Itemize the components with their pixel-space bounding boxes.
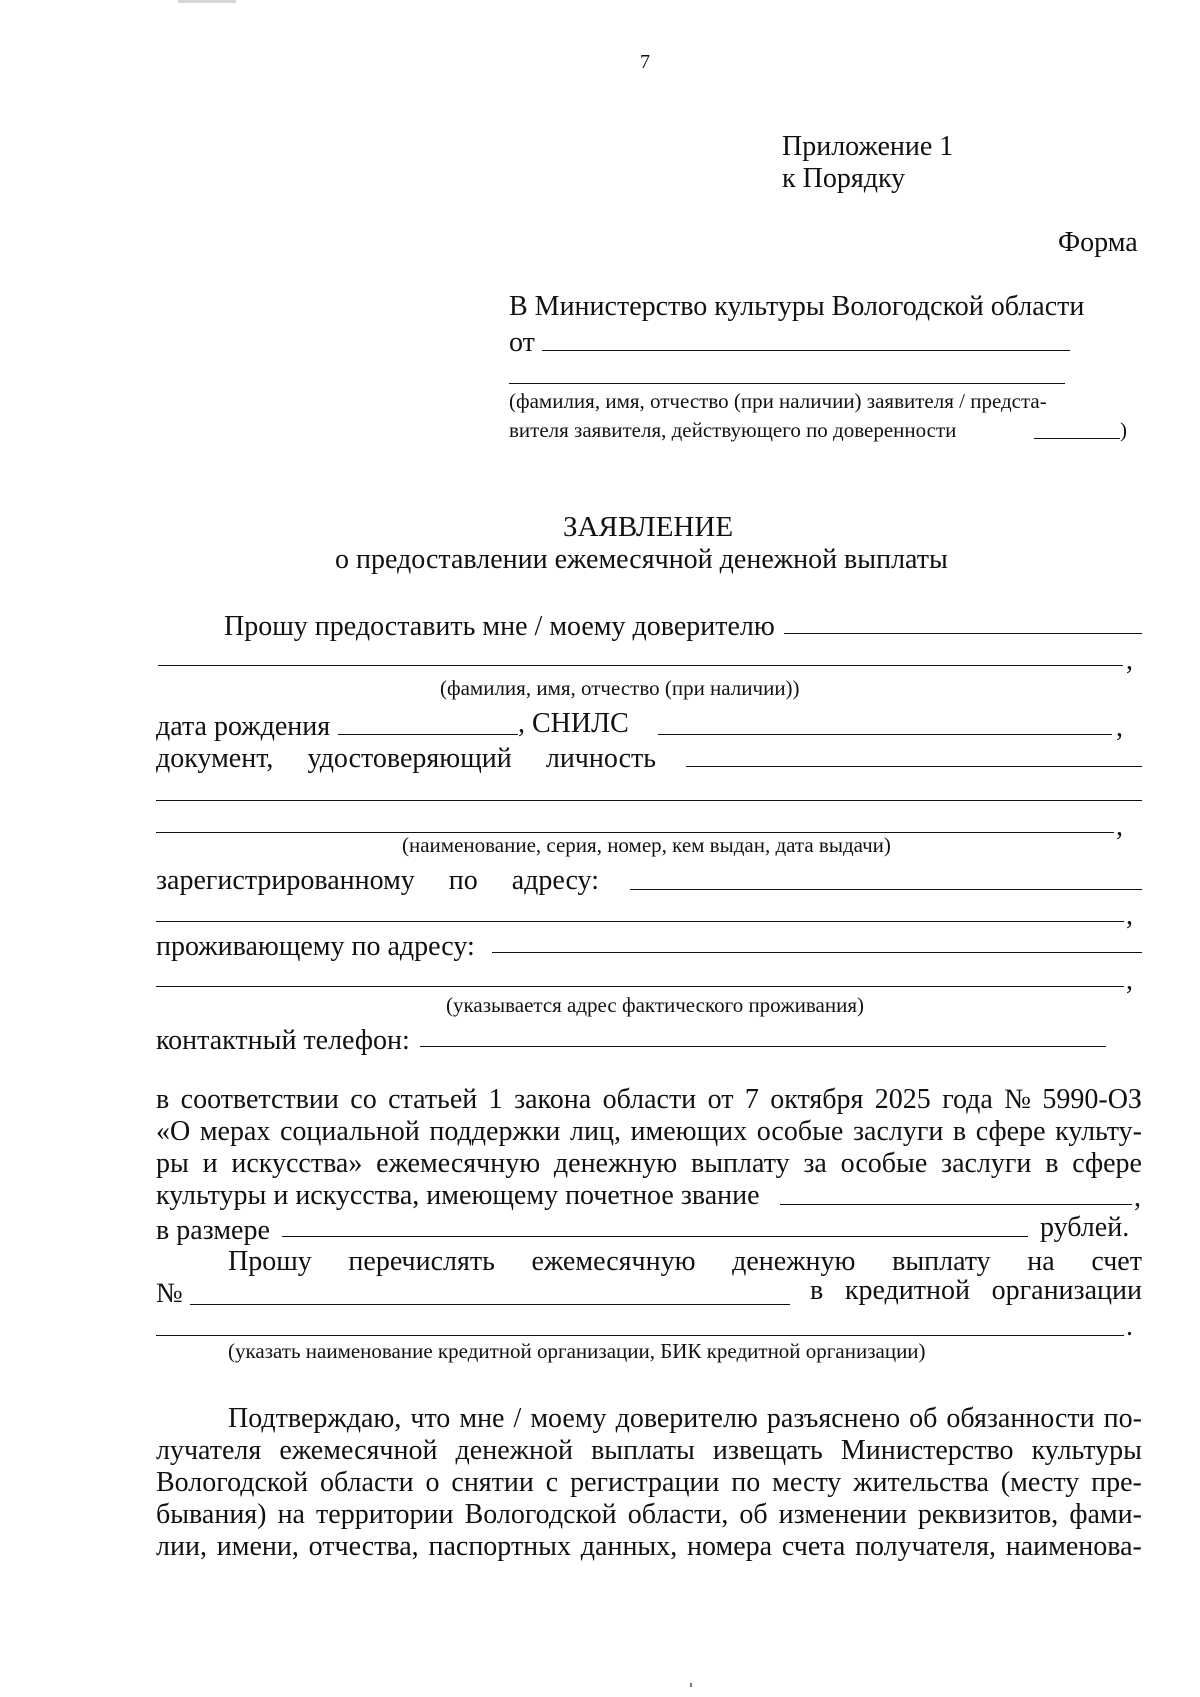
- word: разъяснено: [766, 1403, 901, 1434]
- word: года: [942, 1084, 993, 1115]
- word: за: [803, 1148, 827, 1179]
- number-sign: №: [156, 1278, 183, 1309]
- word: по: [731, 1467, 761, 1498]
- document-subtitle: о предоставлении ежемесячной денежной выплаты: [335, 544, 948, 575]
- registered-address-field[interactable]: [630, 889, 1142, 890]
- confirmation-line-2: [156, 1437, 1142, 1465]
- birth-date-label: дата рождения: [156, 711, 331, 742]
- word: отчества,: [308, 1531, 419, 1562]
- word: номера: [687, 1531, 773, 1562]
- scan-artifact: [178, 0, 236, 3]
- power-of-attorney-field[interactable]: [1034, 438, 1120, 439]
- word: с: [545, 1467, 559, 1498]
- word: области: [602, 1084, 697, 1115]
- word: соответствии: [180, 1084, 339, 1115]
- comma: ,: [1126, 965, 1133, 996]
- word: 7: [744, 1084, 759, 1115]
- residing-address-hint: (указывается адрес фактического проживания): [446, 993, 864, 1017]
- appendix-subtitle: к Порядку: [782, 163, 906, 194]
- word: сфере: [1072, 1148, 1142, 1179]
- residing-address-field-2[interactable]: [156, 986, 1124, 987]
- law-line-1: [156, 1086, 1142, 1114]
- beneficiary-name-field[interactable]: [784, 633, 1142, 634]
- bank-name-field[interactable]: [156, 1335, 1124, 1336]
- word: сфере: [975, 1116, 1046, 1147]
- honorary-title-field[interactable]: [780, 1204, 1132, 1205]
- word: октября: [770, 1084, 864, 1115]
- word: на: [1027, 1246, 1055, 1277]
- form-label: Форма: [1058, 227, 1138, 258]
- word: 5990-ОЗ: [1042, 1084, 1142, 1115]
- word: фами-: [1069, 1499, 1142, 1530]
- word: «О: [156, 1116, 191, 1147]
- law-line-2: [156, 1118, 1142, 1146]
- word: культуры: [1031, 1435, 1142, 1466]
- id-document-label: [156, 745, 656, 773]
- word: выплату: [691, 1148, 790, 1179]
- word: моему: [530, 1403, 607, 1434]
- applicant-hint-2: вителя заявителя, действующего по доверенности: [509, 418, 957, 442]
- from-label: от: [509, 327, 535, 358]
- word: в: [810, 1275, 824, 1306]
- id-document-hint: (наименование, серия, номер, кем выдан, дата выдачи): [402, 833, 891, 857]
- word: регистрации: [570, 1467, 720, 1498]
- amount-field[interactable]: [282, 1236, 1028, 1237]
- word: пре-: [1091, 1467, 1142, 1498]
- word: доверителю: [615, 1403, 758, 1434]
- word: заслуги: [852, 1116, 944, 1147]
- word: 1: [488, 1084, 503, 1115]
- word: Вологодской: [464, 1499, 617, 1530]
- word: обязанности: [946, 1403, 1095, 1434]
- word: искусства»: [231, 1148, 363, 1179]
- word: и: [202, 1148, 218, 1179]
- word: документ,: [156, 743, 274, 774]
- confirmation-line-5: [156, 1533, 1142, 1561]
- word: счета: [781, 1531, 846, 1562]
- word: от: [707, 1084, 734, 1115]
- word: Министерство: [840, 1435, 1014, 1466]
- word: бывания): [156, 1499, 267, 1530]
- confirmation-line-1: [228, 1405, 1142, 1433]
- word: денежную: [553, 1148, 678, 1179]
- word: об: [909, 1403, 938, 1434]
- word: имени,: [216, 1531, 299, 1562]
- birth-date-field[interactable]: [338, 734, 518, 735]
- word: данных,: [580, 1531, 678, 1562]
- currency-label: рублей.: [1040, 1212, 1130, 1243]
- comma: ,: [1126, 645, 1133, 676]
- word: со: [350, 1084, 377, 1115]
- word: культу-: [1055, 1116, 1142, 1147]
- word: Подтверждаю,: [228, 1403, 402, 1434]
- word: по-: [1103, 1403, 1142, 1434]
- document-title: ЗАЯВЛЕНИЕ: [563, 511, 734, 543]
- request-intro: Прошу предоставить мне / моему доверителю: [224, 611, 775, 642]
- word: кредитной: [844, 1275, 970, 1306]
- word: счет: [1091, 1246, 1142, 1277]
- word: закона: [514, 1084, 592, 1115]
- page-number: 7: [640, 51, 650, 73]
- word: №: [1004, 1084, 1031, 1115]
- comma: ,: [1116, 712, 1123, 743]
- word: (месту: [1000, 1467, 1080, 1498]
- word: месту: [772, 1467, 842, 1498]
- word: области: [320, 1467, 414, 1498]
- word: об: [739, 1499, 768, 1530]
- beneficiary-name-field-2[interactable]: [158, 665, 1123, 666]
- fio-hint: (фамилия, имя, отчество (при наличии)): [440, 676, 800, 700]
- word: личность: [545, 743, 656, 774]
- law-line-3: [156, 1150, 1142, 1178]
- word: в: [1045, 1148, 1059, 1179]
- word: изменении: [778, 1499, 907, 1530]
- word: наименова-: [1005, 1531, 1142, 1562]
- applicant-name-field-2[interactable]: [509, 383, 1065, 384]
- id-document-field-2[interactable]: [156, 800, 1142, 801]
- word: мерах: [199, 1116, 271, 1147]
- amount-label: в размере: [156, 1215, 270, 1246]
- word: статьей: [388, 1084, 478, 1115]
- word: получателя,: [855, 1531, 996, 1562]
- word: жительства: [853, 1467, 989, 1498]
- comma: ,: [1134, 1182, 1141, 1213]
- word: зарегистрированному: [156, 865, 415, 896]
- word: Вологодской: [156, 1467, 309, 1498]
- word: выплату: [892, 1246, 991, 1277]
- word: по: [448, 865, 478, 896]
- word: в: [156, 1084, 170, 1115]
- word: области,: [627, 1499, 729, 1530]
- law-line-4: культуры и искусства, имеющему почетное звание: [156, 1180, 760, 1211]
- registered-address-label: [156, 867, 599, 895]
- addressee-line: В Министерство культуры Вологодской области: [509, 291, 1085, 322]
- word: ежемесячную: [531, 1246, 696, 1277]
- word: денежной: [455, 1435, 573, 1466]
- word: поддержки: [429, 1116, 561, 1147]
- period: .: [1126, 1311, 1133, 1342]
- residing-address-field[interactable]: [492, 952, 1142, 953]
- id-document-field[interactable]: [686, 766, 1142, 767]
- word: организации: [991, 1275, 1142, 1306]
- word: лиц,: [570, 1116, 621, 1147]
- word: что: [410, 1403, 451, 1434]
- applicant-hint-1: (фамилия, имя, отчество (при наличии) заявителя / предста-: [509, 389, 1047, 413]
- word: снятии: [451, 1467, 534, 1498]
- word: извещать: [712, 1435, 823, 1466]
- scan-speck: [690, 1683, 692, 1687]
- word: адресу:: [511, 865, 599, 896]
- word: территории: [316, 1499, 454, 1530]
- word: на: [277, 1499, 305, 1530]
- word: перечислять: [348, 1246, 495, 1277]
- word: особые: [840, 1148, 928, 1179]
- word: реквизитов,: [917, 1499, 1059, 1530]
- word: мне: [459, 1403, 505, 1434]
- word: ежемесячную: [376, 1148, 541, 1179]
- word: о: [425, 1467, 440, 1498]
- word: ежемесячной: [279, 1435, 438, 1466]
- account-line-1: [228, 1248, 1142, 1276]
- word: денежную: [732, 1246, 856, 1277]
- residing-address-label: проживающему по адресу:: [156, 931, 475, 962]
- word: 2025: [874, 1084, 931, 1115]
- word: ры: [156, 1148, 189, 1179]
- word: в: [952, 1116, 967, 1147]
- phone-label: контактный телефон:: [156, 1025, 410, 1056]
- confirmation-line-4: [156, 1501, 1142, 1529]
- registered-address-field-2[interactable]: [156, 921, 1124, 922]
- word: особые: [756, 1116, 844, 1147]
- phone-field[interactable]: [420, 1046, 1106, 1047]
- bank-label: [810, 1277, 1142, 1305]
- word: лии,: [156, 1531, 207, 1562]
- snils-field[interactable]: [658, 734, 1112, 735]
- word: лучателя: [156, 1435, 262, 1466]
- hint-close-paren: ): [1120, 418, 1127, 442]
- word: Прошу: [228, 1246, 312, 1277]
- word: выплаты: [591, 1435, 695, 1466]
- bank-hint: (указать наименование кредитной организации, БИК кредитной организации): [228, 1339, 926, 1363]
- appendix-title: Приложение 1: [782, 131, 954, 162]
- word: /: [513, 1403, 522, 1434]
- word: социальной: [280, 1116, 420, 1147]
- word: заслуги: [941, 1148, 1032, 1179]
- applicant-name-field[interactable]: [542, 350, 1070, 351]
- comma: ,: [1116, 811, 1123, 842]
- account-number-field[interactable]: [190, 1304, 790, 1305]
- word: паспортных: [428, 1531, 571, 1562]
- comma: ,: [1126, 900, 1133, 931]
- confirmation-line-3: [156, 1469, 1142, 1497]
- word: удостоверяющий: [307, 743, 512, 774]
- snils-label: , СНИЛС: [518, 708, 629, 739]
- word: имеющих: [630, 1116, 748, 1147]
